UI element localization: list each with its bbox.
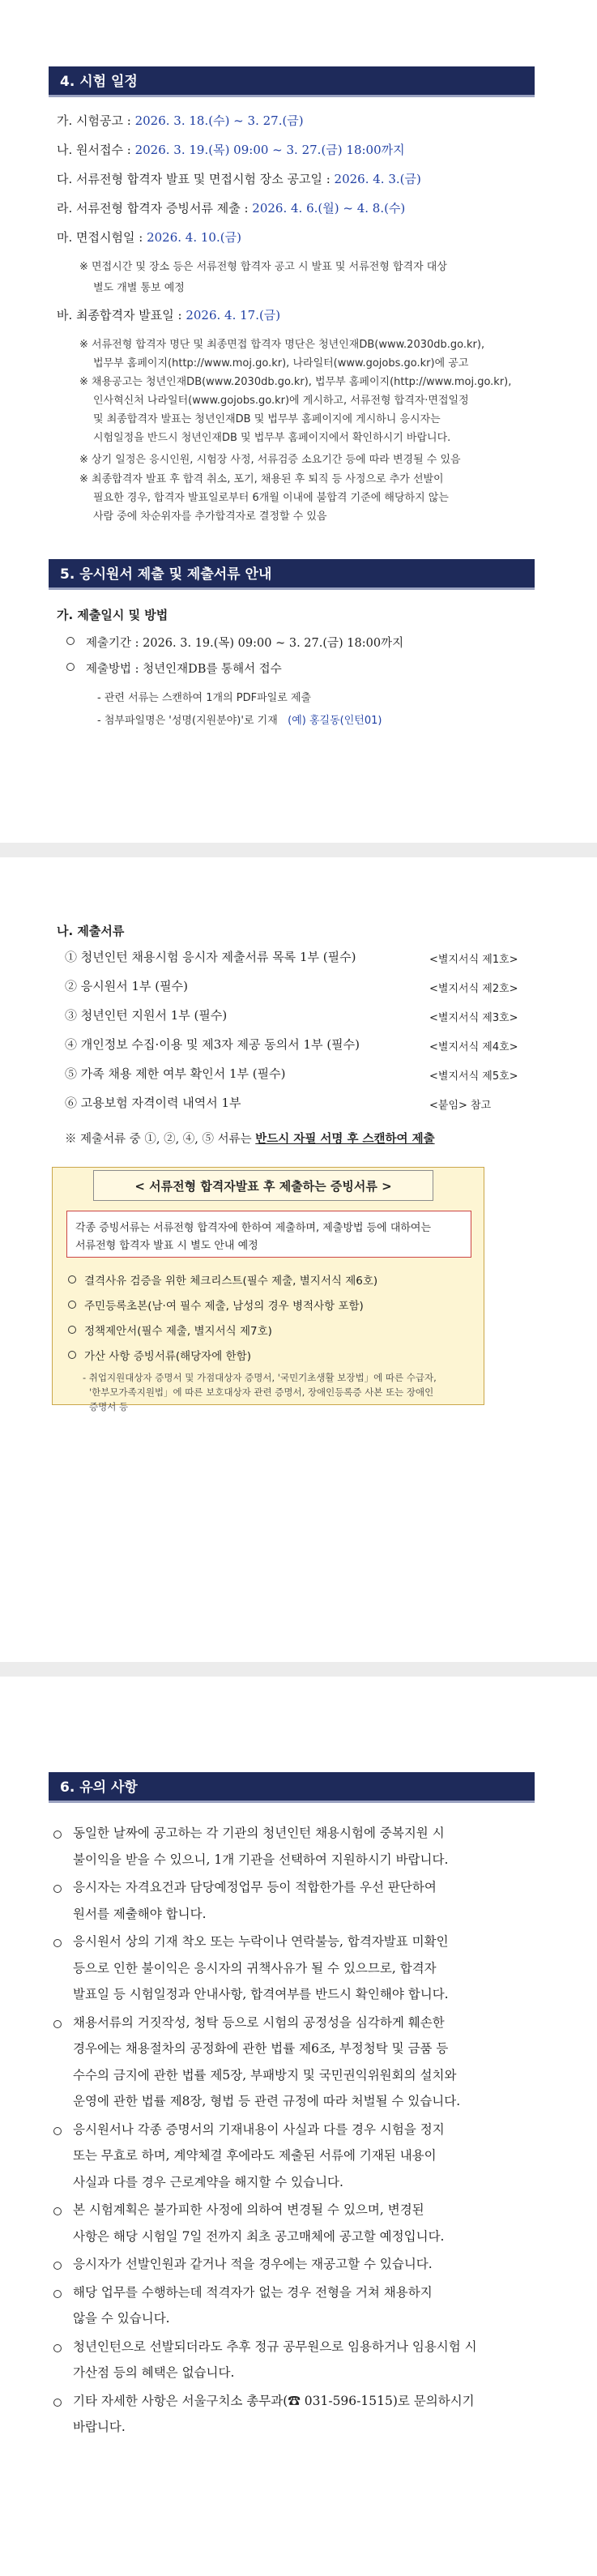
schedule-item-application: 나. 원서접수 : 2026. 3. 19.(목) 09:00 ~ 3. 27.(금) 18:00까지	[57, 143, 405, 157]
document-item: ⑤ 가족 채용 제한 여부 확인서 1부 (필수)	[65, 1066, 286, 1081]
caution-line: 등으로 인한 불이익은 응시자의 귀책사유가 될 수 있으므로, 합격자	[73, 1960, 437, 1976]
bullet-circle-icon	[53, 2344, 62, 2352]
scan-instruction: - 관련 서류는 스캔하여 1개의 PDF파일로 제출	[97, 692, 312, 704]
section-6-header: 6. 유의 사항	[49, 1772, 535, 1803]
caution-line: 않을 수 있습니다.	[73, 2311, 170, 2326]
bullet-circle-icon	[53, 2399, 62, 2407]
document-form-tag: <별지서식 제2호>	[429, 983, 518, 995]
bullet-circle-icon	[53, 2127, 62, 2135]
caution-line: 발표일 등 시험일정과 안내사항, 합격여부를 반드시 확인해야 합니다.	[73, 1987, 449, 2001]
filename-instruction: - 첨부파일명은 '성명(지원분야)'로 기재 (예) 홍길동(인턴01)	[97, 715, 382, 727]
submission-period: 제출기간 : 2026. 3. 19.(목) 09:00 ~ 3. 27.(금) 18:00까지	[86, 637, 404, 650]
document-form-tag: <별지서식 제5호>	[429, 1070, 518, 1083]
interview-note: ※ 면접시간 및 장소 등은 서류전형 합격자 공고 시 발표 및 서류전형 합격자 대상	[79, 261, 447, 273]
caution-line: 수수의 금지에 관한 법률 제5장, 부패방지 및 국민권익위원회의 설치와	[73, 2067, 457, 2083]
section-5-header: 5. 응시원서 제출 및 제출서류 안내	[49, 559, 535, 590]
document-item: ② 응시원서 1부 (필수)	[65, 979, 188, 993]
caution-line: 청년인턴으로 선발되더라도 추후 정규 공무원으로 임용하거나 임용시험 시	[73, 2339, 477, 2354]
document-item: ⑥ 고용보험 자격이력 내역서 1부	[65, 1096, 241, 1110]
schedule-item-interview: 마. 면접시험일 : 2026. 4. 10.(금)	[57, 230, 241, 245]
evidence-item: 정책제안서(필수 제출, 별지서식 제7호)	[84, 1325, 272, 1338]
schedule-item-evidence-submission: 라. 서류전형 합격자 증빙서류 제출 : 2026. 4. 6.(월) ~ 4. 8.(수)	[57, 201, 406, 216]
caution-line: 응시원서나 각종 증명서의 기재내용이 사실과 다를 경우 시험을 정지	[73, 2121, 445, 2137]
schedule-item-final: 바. 최종합격자 발표일 : 2026. 4. 17.(금)	[57, 308, 281, 323]
bullet-circle-icon	[53, 2262, 62, 2270]
bullet-circle-icon	[68, 1326, 76, 1334]
evidence-item: 가산 사항 증빙서류(해당자에 한함)	[84, 1350, 251, 1363]
page-3	[0, 1677, 597, 2576]
schedule-item-announcement: 가. 시험공고 : 2026. 3. 18.(수) ~ 3. 27.(금)	[57, 113, 304, 128]
evidence-subnote: '한부모가족지원법」에 따른 보호대상자 관련 증명서, 장애인등록증 사본 또는 장애인	[89, 1386, 434, 1398]
document-item: ① 청년인턴 채용시험 응시자 제출서류 목록 1부 (필수)	[65, 950, 356, 964]
document-form-tag: <별지서식 제3호>	[429, 1012, 518, 1024]
caution-line: 채용서류의 거짓작성, 청탁 등으로 시험의 공정성을 심각하게 훼손한	[73, 2014, 445, 2030]
caution-line: 동일한 날짜에 공고하는 각 기관의 청년인턴 채용시험에 중복지원 시	[73, 1826, 445, 1840]
caution-line: 바랍니다.	[73, 2420, 126, 2434]
bullet-circle-icon	[66, 637, 75, 645]
interview-note-cont: 별도 개별 통보 예정	[93, 282, 185, 294]
bullet-circle-icon	[68, 1301, 76, 1309]
bullet-circle-icon	[53, 2020, 62, 2028]
evidence-item: 결격사유 검증을 위한 체크리스트(필수 제출, 별지서식 제6호)	[84, 1275, 378, 1288]
schedule-item-document-result: 다. 서류전형 합격자 발표 및 면접시험 장소 공고일 : 2026. 4. 3.(금)	[57, 172, 421, 186]
bullet-circle-icon	[53, 2207, 62, 2215]
caution-line: 원서를 제출해야 합니다.	[73, 1906, 207, 1921]
section-4-header: 4. 시험 일정	[49, 66, 535, 97]
bullet-circle-icon	[66, 663, 75, 671]
subheading-submission-method: 가. 제출일시 및 방법	[57, 608, 168, 622]
submission-method: 제출방법 : 청년인재DB를 통해서 접수	[86, 663, 282, 676]
caution-line: 경우에는 채용절차의 공정화에 관한 법률 제6조, 부정청탁 및 금품 등	[73, 2041, 449, 2056]
evidence-subnote: - 취업지원대상자 증명서 및 가점대상자 증명서, '국민기초생활 보장법」에 따른 수급자,	[83, 1372, 437, 1383]
caution-line: 응시원서 상의 기재 착오 또는 누락이나 연락불능, 합격자발표 미확인	[73, 1934, 449, 1949]
caution-line: 불이익을 받을 수 있으니, 1개 기관을 선택하여 지원하시기 바랍니다.	[73, 1852, 449, 1867]
caution-line: 응시자가 선발인원과 같거나 적을 경우에는 재공고할 수 있습니다.	[73, 2257, 433, 2271]
evidence-subnote: 증명서 등	[89, 1401, 129, 1412]
document-form-tag: <별지서식 제4호>	[429, 1041, 518, 1053]
document-item: ④ 개인정보 수집·이용 및 제3자 제공 동의서 1부 (필수)	[65, 1037, 360, 1052]
bullet-circle-icon	[53, 1939, 62, 1947]
caution-line: 응시자는 자격요건과 담당예정업무 등이 적합한가를 우선 판단하여	[73, 1880, 437, 1895]
page-1: 4. 시험 일정 가. 시험공고 : 2026. 3. 18.(수) ~ 3. 27.(금) 나. 원서접수 : 2026. 3. 19.(목) 09:00 ~ 3. 27.(금) 18:00까지 다. 서류전형 합격자 발표 및 면접시험 장소 공고일 : 2026. 4. 3.(금) 라. 서류전형 합격자 증빙서류 제출 : 2026. 4. 6.(월) ~ 4. 8.(수) 마. 면접시험일 : 2026. 4. 10.(금) ※ 면접시간 및 장소 등은 서류전형 합격자 공고 시 발표 및 서류전형 합격자 대상 별도 개별 통보 예정 바. 최종합격자 발표일 : 2026. 4. 17.(금) ※ 서류전형 합격자 명단 및 최종면접 합격자 명단은 청년인재DB(www.2030db.go.kr), 법무부 홈페이지(http://www.moj.go.kr), 나라일터(www.gojobs.go.kr)에 공고 ※ 채용공고는 청년인재DB(www.2030db.go.kr), 법무부 홈페이지(http://www.moj.go.kr), 인사혁신처 나라일터(www.gojobs.go.kr)에 게시하고, 서류전형 합격자·면접일정 및 최종합격자 발표는 청년인재DB 및 법무부 홈페이지에 게시하니 응시자는 시험일정을 반드시 청년인재DB 및 법무부 홈페이지에서 확인하시기 바랍니다. ※ 상기 일정은 응시인원, 시험장 사정, 서류검증 소요기간 등에 따라 변경될 수 있음 ※ 최종합격자 발표 후 합격 취소, 포기, 채용된 후 퇴직 등 사정으로 추가 선발이 필요한 경우, 합격자 발표일로부터 6개월 이내에 불합격 기준에 해당하지 않는 사람 중에 차순위자를 추가합격자로 결정할 수 있음 5. 응시원서 제출 및 제출서류 안내 가. 제출일시 및 방법 제출기간 : 2026. 3. 19.(목) 09:00 ~ 3. 27.(금) 18:00까지 제출방법 : 청년인재DB를 통해서 접수 - 관련 서류는 스캔하여 1개의 PDF파일로 제출 - 첨부파일명은 '성명(지원분야)'로 기재 (예) 홍길동(인턴01)	[0, 0, 597, 843]
bullet-circle-icon	[53, 1831, 62, 1839]
page-2	[0, 857, 597, 1662]
caution-line: 사실과 다를 경우 근로계약을 해지할 수 있습니다.	[73, 2174, 343, 2189]
caution-line: 가산점 등의 혜택은 없습니다.	[73, 2365, 235, 2380]
evidence-box-title: < 서류전형 합격자발표 후 제출하는 증빙서류 >	[93, 1170, 433, 1201]
bullet-circle-icon	[53, 1885, 62, 1893]
bullet-circle-icon	[68, 1351, 76, 1359]
document-form-tag: <별지서식 제1호>	[429, 954, 518, 966]
caution-line: 해당 업무를 수행하는데 적격자가 없는 경우 전형을 거쳐 채용하지	[73, 2284, 433, 2300]
evidence-box-notice: 각종 증빙서류는 서류전형 합격자에 한하여 제출하며, 제출방법 등에 대하여는 서류전형 합격자 발표 시 별도 안내 예정	[66, 1211, 471, 1258]
caution-line: 기타 자세한 사항은 서울구치소 총무과(☎ 031-596-1515)로 문의하시기	[73, 2393, 475, 2408]
document-item: ③ 청년인턴 지원서 1부 (필수)	[65, 1008, 228, 1023]
caution-line: 또는 무효로 하며, 계약체결 후에라도 제출된 서류에 기재된 내용이	[73, 2148, 437, 2163]
signature-note: ※ 제출서류 중 ①, ②, ④, ⑤ 서류는 반드시 자필 서명 후 스캔하여 제출	[65, 1133, 435, 1146]
bullet-circle-icon	[68, 1275, 76, 1284]
caution-line: 사항은 해당 시험일 7일 전까지 최초 공고매체에 공고할 예정입니다.	[73, 2228, 445, 2244]
bullet-circle-icon	[53, 2290, 62, 2298]
caution-line: 운영에 관한 법률 제8장, 형법 등 관련 규정에 따라 처벌될 수 있습니다.	[73, 2094, 461, 2108]
subheading-documents: 나. 제출서류	[57, 924, 125, 938]
caution-line: 본 시험계획은 불가피한 사정에 의하여 변경될 수 있으며, 변경된	[73, 2202, 424, 2217]
document-form-tag: <붙임> 참고	[429, 1100, 492, 1112]
evidence-item: 주민등록초본(남·여 필수 제출, 남성의 경우 병적사항 포함)	[84, 1300, 364, 1313]
